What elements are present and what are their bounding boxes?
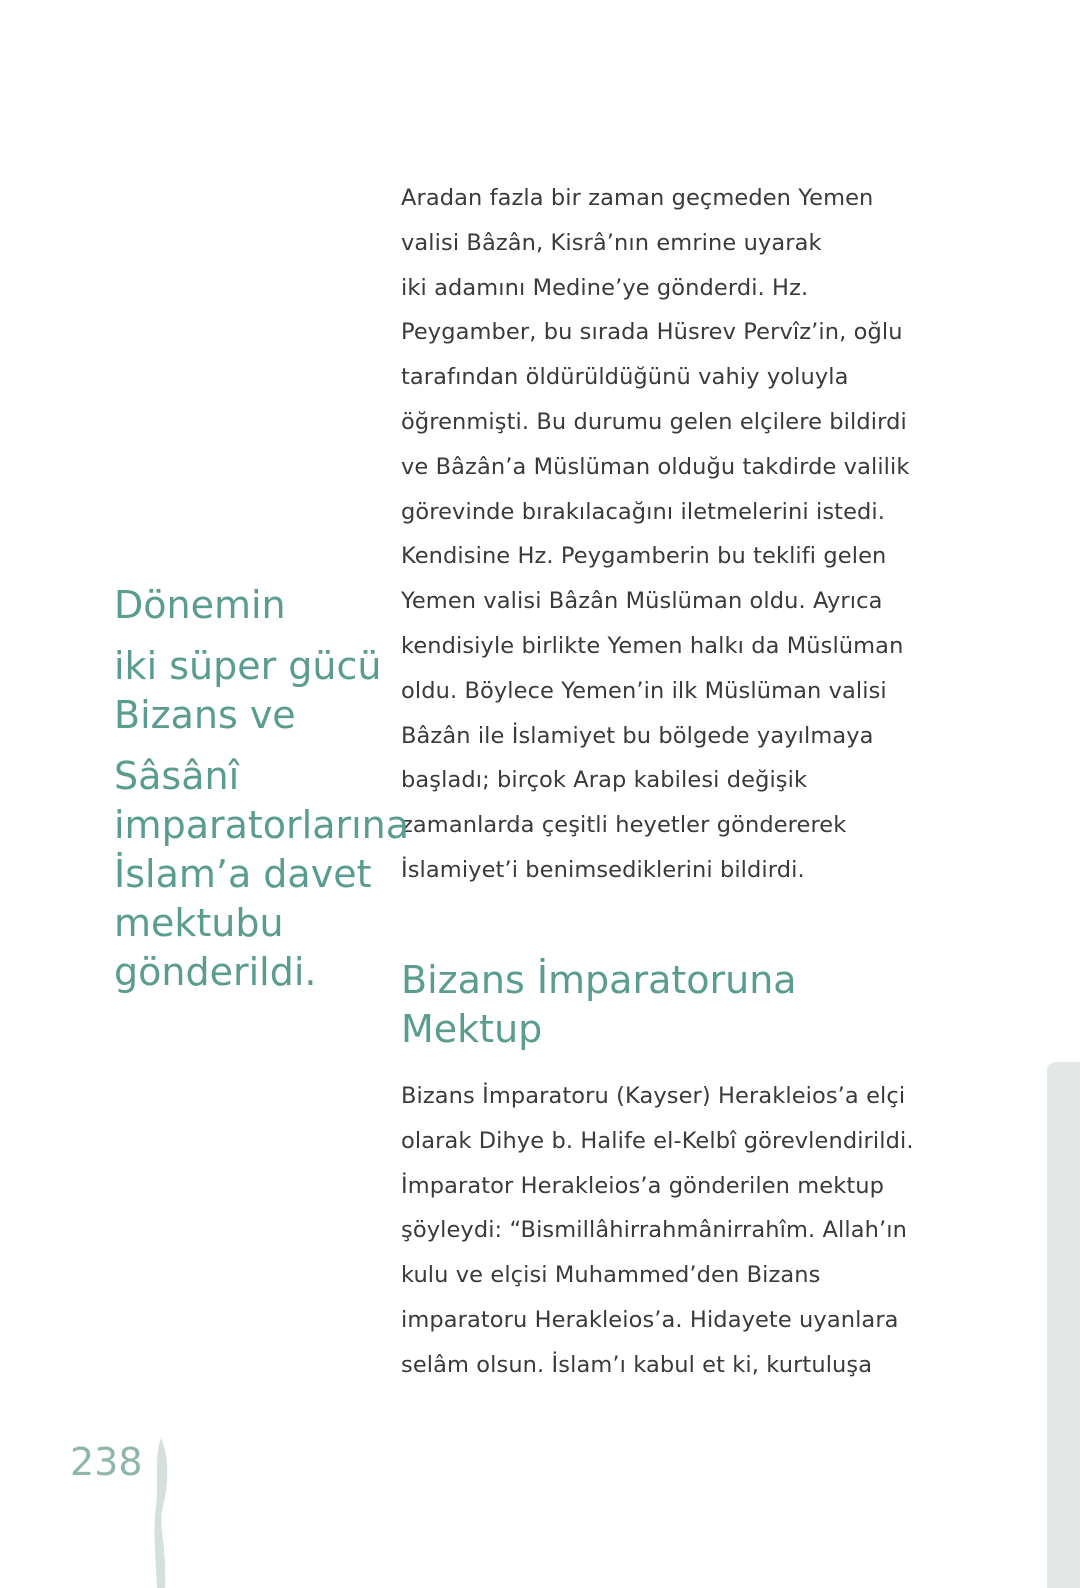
- leaf-ornament-icon: [150, 1438, 172, 1588]
- pull-quote: [114, 581, 410, 997]
- text-line: selâm olsun. İslam’ı kabul et ki, kurtuluşa: [401, 1351, 873, 1378]
- pull-quote-line: iki süper gücü: [114, 644, 382, 688]
- pull-quote-line: imparatorlarına: [114, 803, 410, 847]
- body-paragraph-2: [401, 1074, 921, 1388]
- text-line: başladı; birçok Arap kabilesi değişik: [401, 767, 808, 794]
- text-line: iki adamını Medine’ye gönderdi. Hz.: [401, 274, 809, 301]
- text-line: kulu ve elçisi Muhammed’den Bizans: [401, 1262, 821, 1289]
- text-line: Kendisine Hz. Peygamberin bu teklifi gelen: [401, 543, 887, 570]
- text-line: valisi Bâzân, Kisrâ’nın emrine uyarak: [401, 229, 822, 256]
- text-line: ve Bâzân’a Müslüman olduğu takdirde valilik: [401, 453, 910, 480]
- text-line: imparatoru Herakleios’a. Hidayete uyanlara: [401, 1306, 899, 1333]
- text-line: oldu. Böylece Yemen’in ilk Müslüman valisi: [401, 677, 887, 704]
- text-line: İmparator Herakleios’a gönderilen mektup: [401, 1172, 885, 1199]
- text-line: Bizans İmparatoru (Kayser) Herakleios’a elçi: [401, 1083, 906, 1109]
- text-line: Peygamber, bu sırada Hüsrev Pervîz’in, oğlu: [401, 319, 903, 346]
- page-number: 238: [70, 1440, 143, 1484]
- text-line: Yemen valisi Bâzân Müslüman oldu. Ayrıca: [401, 588, 883, 615]
- text-line: tarafından öldürüldüğünü vahiy yoluyla: [401, 364, 849, 391]
- text-line: Bâzân ile İslamiyet bu bölgede yayılmaya: [401, 722, 874, 749]
- text-line: İslamiyet’i benimsediklerini bildirdi.: [401, 856, 805, 883]
- section-heading: [401, 956, 797, 1054]
- text-line: kendisiyle birlikte Yemen halkı da Müslüman: [401, 632, 904, 659]
- pull-quote-line: Dönemin: [114, 583, 286, 627]
- pull-quote-line: İslam’a davet: [114, 852, 372, 896]
- text-line: görevinde bırakılacağını iletmelerini istedi.: [401, 498, 886, 525]
- pull-quote-line: gönderildi.: [114, 950, 317, 994]
- text-line: olarak Dihye b. Halife el-Kelbî görevlendirildi.: [401, 1127, 914, 1154]
- pull-quote-line: Sâsânî: [114, 754, 240, 798]
- text-line: şöyleydi: “Bismillâhirrahmânirrahîm. Allah’ın: [401, 1217, 907, 1244]
- pull-quote-line: Bizans ve: [114, 693, 296, 737]
- pull-quote-line: mektubu: [114, 901, 284, 945]
- section-heading-line: Bizans İmparatoruna: [401, 958, 797, 1002]
- text-line: Aradan fazla bir zaman geçmeden Yemen: [401, 185, 874, 211]
- page-edge-tab: [1047, 1062, 1080, 1588]
- section-heading-line: Mektup: [401, 1007, 543, 1051]
- text-line: zamanlarda çeşitli heyetler göndererek: [401, 812, 847, 839]
- body-paragraph-1: [401, 176, 921, 893]
- text-line: öğrenmişti. Bu durumu gelen elçilere bildirdi: [401, 408, 907, 435]
